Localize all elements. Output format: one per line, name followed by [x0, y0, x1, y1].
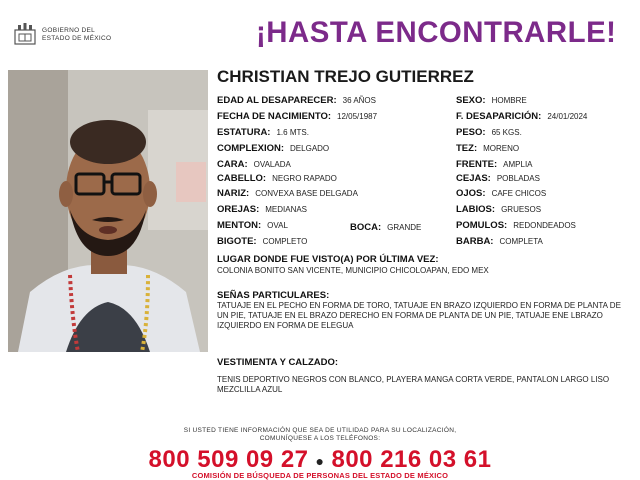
field-value: 24/01/2024: [547, 112, 588, 121]
field-value: CAFE CHICOS: [491, 189, 547, 198]
field-label: COMPLEXION:: [217, 143, 285, 154]
last-seen-text: COLONIA BONITO SAN VICENTE, MUNICIPIO CHICOLOAPAN, EDO MEX: [217, 266, 489, 275]
field-value: 12/05/1987: [337, 112, 378, 121]
field-value: DELGADO: [290, 144, 330, 153]
field-value: REDONDEADOS: [513, 221, 576, 230]
search-commission-name: COMISIÓN DE BÚSQUEDA DE PERSONAS DEL ESTADO DE MÉXICO: [191, 471, 449, 480]
field-label: SEXO:: [456, 95, 486, 106]
field-sex: [456, 95, 527, 106]
field-build: [217, 143, 329, 154]
separator-dot-icon: ●: [315, 452, 325, 469]
field-value: 1.6 MTS.: [276, 128, 309, 137]
field-ears: [217, 204, 307, 215]
field-label: NARIZ:: [217, 188, 250, 199]
field-label: BARBA:: [456, 236, 494, 247]
field-label: TEZ:: [456, 143, 478, 154]
field-value: CONVEXA BASE DELGADA: [255, 189, 358, 198]
field-label: CEJAS:: [456, 173, 491, 184]
field-disappearance-date: [456, 111, 587, 122]
gov-line-1: GOBIERNO DEL: [42, 27, 96, 34]
headline: ¡HASTA ENCONTRARLE!: [256, 16, 617, 49]
field-value: COMPLETA: [499, 237, 543, 246]
field-height: [217, 127, 309, 138]
field-lips: [456, 204, 541, 215]
field-label: POMULOS:: [456, 220, 508, 231]
field-label: EDAD AL DESAPARECER:: [217, 95, 337, 106]
field-label: MENTON:: [217, 220, 262, 231]
field-value: HOMBRE: [491, 96, 527, 105]
field-eyes: [456, 188, 546, 199]
clothing-text: TENIS DEPORTIVO NEGROS CON BLANCO, PLAYERA MANGA CORTA VERDE, PANTALON LARGO LISO MEZCLILLA AZUL: [217, 375, 610, 394]
field-birthdate: [217, 111, 377, 122]
person-name: CHRISTIAN TREJO GUTIERREZ: [217, 67, 474, 86]
clothing-title: VESTIMENTA Y CALZADO:: [217, 357, 339, 368]
phone-numbers: [0, 446, 640, 474]
field-label: OJOS:: [456, 188, 486, 199]
gov-line-2: ESTADO DE MÉXICO: [42, 35, 112, 42]
field-age: [217, 95, 376, 106]
phone-number-2: 800 216 03 61: [331, 446, 492, 473]
field-value: GRUESOS: [501, 205, 542, 214]
field-value: MORENO: [483, 144, 520, 153]
field-complexion: [456, 143, 519, 154]
field-mouth: [350, 222, 421, 233]
phone-number-1: 800 509 09 27: [148, 446, 309, 473]
contact-note-line-1: SI USTED TIENE INFORMACIÓN QUE SEA DE UTILIDAD PARA SU LOCALIZACIÓN,: [183, 427, 457, 434]
field-value: GRANDE: [387, 223, 422, 232]
field-value: 65 KGS.: [491, 128, 522, 137]
field-value: AMPLIA: [503, 160, 533, 169]
field-value: POBLADAS: [496, 174, 540, 183]
field-label: FRENTE:: [456, 159, 498, 170]
field-label: BOCA:: [350, 222, 382, 233]
particular-signs-text: TATUAJE EN EL PECHO EN FORMA DE TORO, TATUAJE EN BRAZO IZQUIERDO EN FORMA DE PLANTA DE UN PIE, TATUAJE EN EL BRAZO DERECHO EN FORMA DE PLANTA DE UN PIE, TATUAJE ENE LBRAZO IZQUIERDO EN FORMA DE ELEGUA: [217, 301, 621, 330]
field-label: CABELLO:: [217, 173, 267, 184]
last-seen-title: LUGAR DONDE FUE VISTO(A) POR ÚLTIMA VEZ:: [217, 254, 439, 265]
government-name: [42, 27, 111, 43]
field-label: OREJAS:: [217, 204, 260, 215]
particular-signs-title: SEÑAS PARTICULARES:: [217, 290, 330, 301]
field-label: F. DESAPARICIÓN:: [456, 111, 542, 122]
field-hair: [217, 173, 337, 184]
field-forehead: [456, 159, 533, 170]
field-cheekbones: [456, 220, 576, 231]
field-label: CARA:: [217, 159, 248, 170]
field-beard: [456, 236, 543, 247]
field-label: BIGOTE:: [217, 236, 257, 247]
field-face: [217, 159, 291, 170]
field-value: OVAL: [267, 221, 288, 230]
field-value: COMPLETO: [262, 237, 308, 246]
field-label: FECHA DE NACIMIENTO:: [217, 111, 331, 122]
field-value: OVALADA: [253, 160, 291, 169]
field-nose: [217, 188, 358, 199]
field-label: ESTATURA:: [217, 127, 271, 138]
field-chin: [217, 220, 288, 231]
field-label: PESO:: [456, 127, 486, 138]
field-label: LABIOS:: [456, 204, 496, 215]
field-weight: [456, 127, 522, 138]
field-value: NEGRO RAPADO: [272, 174, 337, 183]
field-eyebrows: [456, 173, 540, 184]
field-mustache: [217, 236, 307, 247]
government-logo: [12, 22, 122, 48]
field-value: 36 AÑOS: [342, 96, 376, 105]
coat-of-arms-icon: [12, 22, 38, 46]
field-value: MEDIANAS: [265, 205, 308, 214]
contact-note-line-2: COMUNÍQUESE A LOS TELÉFONOS:: [259, 435, 381, 442]
person-photo: [8, 70, 208, 352]
